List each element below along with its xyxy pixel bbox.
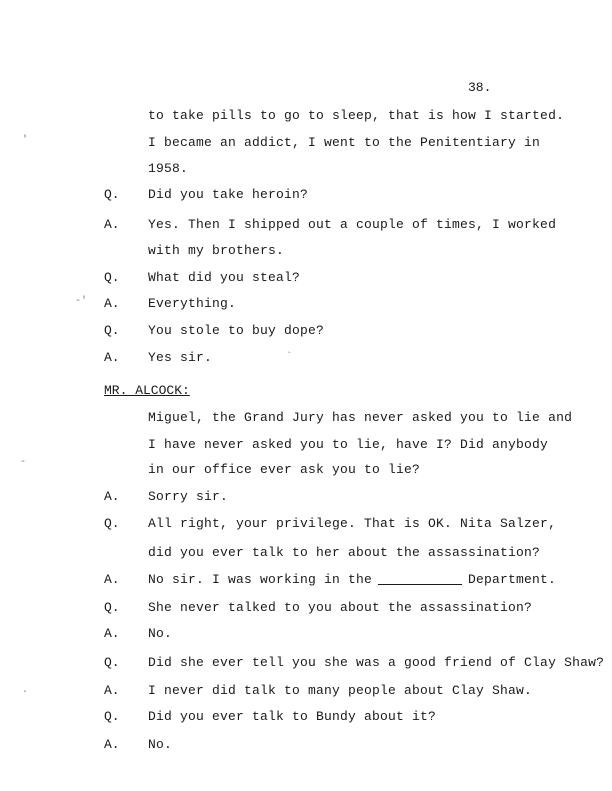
- question-label: Q.: [104, 270, 120, 285]
- transcript-line: She never talked to you about the assassination?: [148, 600, 533, 615]
- scan-speck: -': [75, 296, 88, 307]
- transcript-line: I became an addict, I went to the Penitentiary in: [148, 135, 541, 150]
- transcript-line: with my brothers.: [148, 243, 285, 258]
- question-label: Q.: [104, 187, 120, 202]
- transcript-line: [148, 572, 556, 587]
- transcript-line: What did you steal?: [148, 270, 301, 285]
- page-number: 38.: [468, 80, 492, 95]
- transcript-line: Did you ever talk to Bundy about it?: [148, 709, 437, 724]
- transcript-line: I never did talk to many people about Clay Shaw.: [148, 683, 533, 698]
- transcript-line: 1958.: [148, 161, 189, 176]
- answer-label: A.: [104, 572, 120, 587]
- transcript-line: No.: [148, 737, 173, 752]
- scan-speck: .: [22, 685, 29, 696]
- transcript-line: Yes sir.: [148, 350, 213, 365]
- transcript-line: All right, your privilege. That is OK. Nita Salzer,: [148, 516, 557, 531]
- answer-label: A.: [104, 737, 120, 752]
- scan-speck: -: [20, 457, 27, 468]
- blank-underline: [378, 584, 462, 585]
- question-label: Q.: [104, 709, 120, 724]
- question-label: Q.: [104, 655, 120, 670]
- transcript-line: Miguel, the Grand Jury has never asked you to lie and: [148, 410, 573, 425]
- transcript-line: to take pills to go to sleep, that is how I started.: [148, 108, 565, 123]
- question-label: Q.: [104, 516, 120, 531]
- transcript-line: Yes. Then I shipped out a couple of times, I worked: [148, 217, 557, 232]
- answer-label: A.: [104, 683, 120, 698]
- question-label: Q.: [104, 323, 120, 338]
- transcript-line: did you ever talk to her about the assassination?: [148, 545, 541, 560]
- line-text-after-blank: Department.: [468, 572, 557, 587]
- line-text-before-blank: No sir. I was working in the: [148, 572, 373, 587]
- transcript-line: No.: [148, 626, 173, 641]
- answer-label: A.: [104, 217, 120, 232]
- answer-label: A.: [104, 296, 120, 311]
- transcript-line: You stole to buy dope?: [148, 323, 325, 338]
- transcript-line: Sorry sir.: [148, 489, 229, 504]
- answer-label: A.: [104, 489, 120, 504]
- transcript-line: Did you take heroin?: [148, 187, 309, 202]
- question-label: Q.: [104, 600, 120, 615]
- scan-speck: ': [22, 135, 29, 146]
- speaker-heading: MR. ALCOCK:: [104, 383, 190, 398]
- transcript-line: Everything.: [148, 296, 237, 311]
- answer-label: A.: [104, 626, 120, 641]
- transcript-line: in our office ever ask you to lie?: [148, 462, 421, 477]
- scan-speck: `: [286, 352, 293, 363]
- answer-label: A.: [104, 350, 120, 365]
- transcript-line: Did she ever tell you she was a good friend of Clay Shaw?: [148, 655, 605, 670]
- transcript-line: I have never asked you to lie, have I? Did anybody: [148, 437, 549, 452]
